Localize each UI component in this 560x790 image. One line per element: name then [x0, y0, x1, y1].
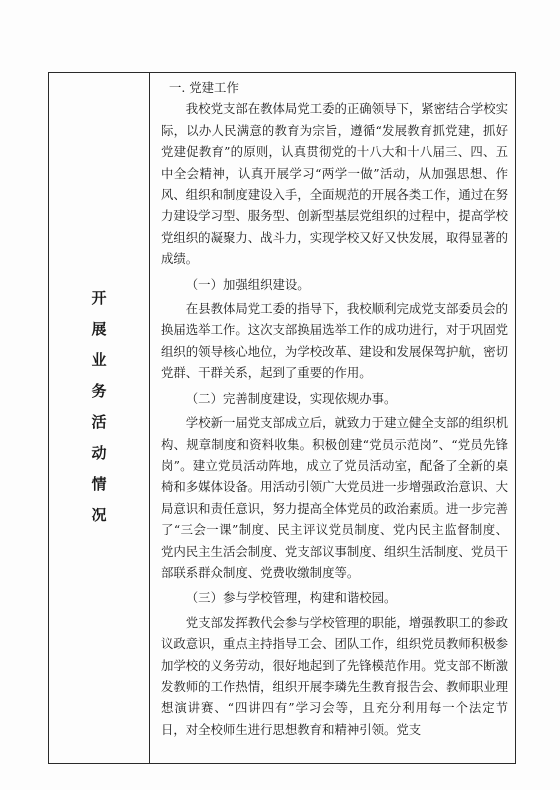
paragraph-organization: 在县教体局党工委的指导下，我校顺利完成党支部委员会的换届选举工作。这次支部换届选举工作的成功进行，对于巩固党组织的领导核心地位，为学校改革、建设和发展保驾护航，密切党群、干群关系，起到了重要的作用。	[161, 301, 508, 381]
row-label-char: 况	[91, 506, 107, 524]
content-cell	[161, 77, 508, 740]
row-label-char: 业	[91, 351, 107, 369]
subheading-management: （三）参与学校管理，构建和谐校园。	[185, 590, 397, 606]
section-title: 一. 党建工作	[169, 80, 239, 95]
intro-paragraph: 我校党支部在教体局党工委的正确领导下，紧密结合学校实际，以办人民满意的教育为宗旨，遵循“发展教育抓党建，抓好党建促教育”的原则，认真贯彻党的十八大和十八届三、四、五中全会精神，认真开展学习“两学一做”活动，从加强思想、作风、组织和制度建设入手，全面规范的开展各类工作，通过在努力建设学习型、服务型、创新型基层党组织的过程中，提高学校党组织的凝聚力、战斗力，实现学校又好又快发展，取得显著的成绩。	[161, 101, 508, 267]
row-label-char: 情	[91, 475, 107, 493]
row-label-char: 展	[91, 320, 107, 338]
row-label-char: 活	[91, 413, 107, 431]
row-label-char: 开	[91, 289, 107, 307]
row-label-char: 务	[91, 382, 107, 400]
subheading-system: （二）完善制度建设，实现依规办事。	[185, 390, 397, 406]
paragraph-management: 党支部发挥教代会参与学校管理的职能，增强教职工的参政议政意识，重点主持指导工会、团队工作，组织党员教师积极参加学校的义务劳动，很好地起到了先锋模范作用。党支部不断激发教师的工作热情，组织开展李璘先生教育报告会、教师职业理想演讲赛、“四讲四有”学习会等，且充分利用每一个法定节日，对全校师生进行思想教育和精神引领。党支	[161, 614, 508, 737]
column-divider	[149, 73, 150, 763]
row-label	[49, 283, 149, 531]
row-label-char: 动	[91, 444, 107, 462]
form-table	[48, 72, 516, 764]
paragraph-system: 学校新一届党支部成立后，就致力于建立健全支部的组织机构、规章制度和资料收集。积极创建“党员示范岗”、“党员先锋岗”。建立党员活动阵地，成立了党员活动室，配备了全新的桌椅和多媒体设备。用活动引领广大党员进一步增强政治意识、大局意识和责任意识，努力提高全体党员的政治素质。进一步完善了“三会一课”制度、民主评议党员制度、党内民主监督制度、党内民主生活会制度、党支部议事制度、组织生活制度、党员干部联系群众制度、党费收缴制度等。	[161, 415, 508, 580]
subheading-organization: （一）加强组织建设。	[185, 276, 310, 292]
